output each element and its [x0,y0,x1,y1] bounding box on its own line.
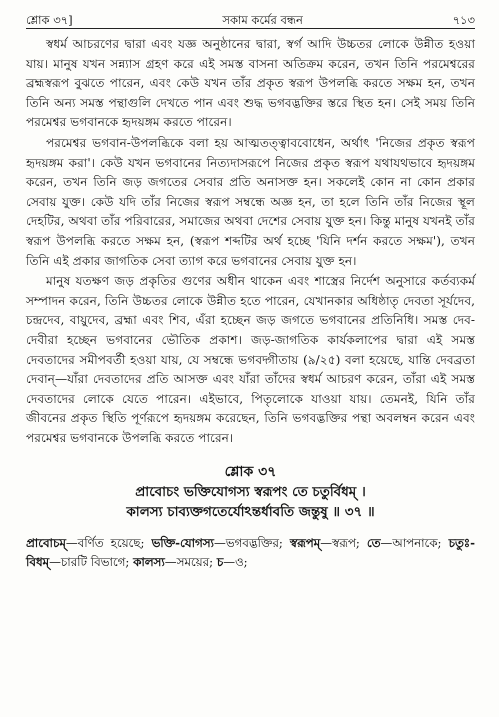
paragraph: পরমেশ্বর ভগবান-উপলব্ধিকে বলা হয় আত্মতত্ত্বাববোধেন, অর্থাৎ 'নিজের প্রকৃত স্বরূপ হৃদয়ঙ্গম করা'। কেউ যখন ভগবানের নিত্যদাসরূপে নিজের প্রকৃত স্বরূপ যথাযথভাবে হৃদয়ঙ্গম করেন, তখন তিনি জড় জগতের সেবার প্রতি অনাসক্ত হন। সকলেই কোন না কোন প্রকার সেবায় যুক্ত। কেউ যদি তাঁর নিজের স্বরূপ সম্বন্ধে অজ্ঞ হন, তা হলে তিনি তাঁর নিজের স্থূল দেহটির, অথবা তাঁর পরিবারের, সমাজের অথবা দেশের সেবায় যুক্ত হন। কিন্তু মানুষ যখনই তাঁর স্বরূপ উপলব্ধি করতে সক্ষম হন, (স্বরূপ শব্দটির অর্থ হচ্ছে 'যিনি দর্শন করতে সক্ষম'), তখন তিনি এই প্রকার জাগতিক সেবা ত্যাগ করে ভগবানের সেবায় যুক্ত হন। [26,135,475,268]
synonym-meaning: —সময়ের; [164,555,217,570]
synonym-word: প্রাবোচম্ [26,536,66,551]
paragraph: মানুষ যতক্ষণ জড় প্রকৃতির গুণের অধীন থাকেন এবং শাস্ত্রের নির্দেশ অনুসারে কর্তব্যকর্ম সম্পাদন করেন, তিনি উচ্চতর লোকে উন্নীত হতে পারেন, যেখানকার অধিষ্ঠাতৃ দেবতা সূর্যদেব, চন্দ্রদেব, বায়ুদেব, ব্রহ্মা এবং শিব, এঁরা হচ্ছেন জড় জগতে ভগবানের প্রতিনিধি। সমস্ত দেব-দেবীরা হচ্ছেন ভগবানের ভৌতিক প্রকাশ। জড়-জাগতিক কার্যকলাপের দ্বারা এই সমস্ত দেবতাদের সমীপবর্তী হওয়া যায়, যে সম্বন্ধে ভগবদ্গীতায় (৯/২৫) বলা হয়েছে, যান্তি দেবব্রতা দেবান্—যাঁরা দেবতাদের প্রতি আসক্ত এবং যাঁরা তাঁদের স্বধর্ম আচরণ করেন, তাঁরা এই সমস্ত দেবতাদের লোকে যেতে পারেন। এইভাবে, পিতৃলোকে যাওয়া যায়। তেমনই, যিনি তাঁর জীবনের প্রকৃত স্থিতি পূর্ণরূপে হৃদয়ঙ্গম করেছেন, তিনি ভগবদ্ভক্তির পন্থা অবলম্বন করেন এবং পরমেশ্বর ভগবানকে উপলব্ধি করতে পারেন। [26,274,475,445]
verse-line-1: প্রাবোচং ভক্তিযোগস্য স্বরূপং তে চতুর্বিধম্ । [135,484,366,501]
synonym-meaning: —চারটি বিভাগে; [49,555,134,570]
verse-title: শ্লোক ৩৭ [224,464,277,481]
synonym-meaning: —বর্ণিত হয়েছে; [65,536,152,551]
header-verse-ref: শ্লোক ৩৭] [26,13,73,27]
synonym-word: ভক্তি-যোগস্য [151,536,214,551]
synonym-word: চ [216,555,224,570]
synonym-meaning: —স্বরূপ; [320,536,367,551]
synonym-word: তে [366,536,381,551]
synonym-meaning: —ভগবদ্ভক্তির; [213,536,290,551]
synonym-meaning: —ও; [223,555,248,570]
verse-line-2: কালস্য চাব্যক্তগতের্যোঽন্তর্ধাবতি জন্তুষু ॥ ৩৭ ॥ [126,504,375,521]
synonyms [26,534,475,572]
purport-text [26,35,475,448]
synonym-meaning: —আপনাকে; [380,536,449,551]
paragraph: স্বধর্ম আচরণের দ্বারা এবং যজ্ঞ অনুষ্ঠানের দ্বারা, স্বর্গ আদি উচ্চতর লোকে উন্নীত হওয়া যায়। মানুষ যখন সন্ন্যাস গ্রহণ করে এই সমস্ত বাসনা অতিক্রম করেন, তখন তিনি পরমেশ্বরের ব্রহ্মস্বরূপ বুঝতে পারেন, এবং কেউ যখন তাঁর প্রকৃত স্বরূপ উপলব্ধি করতে সক্ষম হন, তখন তিনি অন্য সমস্ত পন্থাগুলি দেখতে পান এবং শুদ্ধ ভগবদ্ভক্তির স্তরে স্থিত হন। সেই সময় তিনি পরমেশ্বর ভগবানকে হৃদয়ঙ্গম করতে পারেন। [26,37,475,130]
header-page-number: ৭১৩ [452,13,475,27]
synonym-word: স্বরূপম্ [289,536,321,551]
synonym-word: কালস্য [133,555,165,570]
synonym-word: চতুঃ-বিধম্ [26,536,475,570]
running-header [26,6,475,29]
header-chapter-title: সকাম কর্মের বন্ধন [222,13,303,27]
